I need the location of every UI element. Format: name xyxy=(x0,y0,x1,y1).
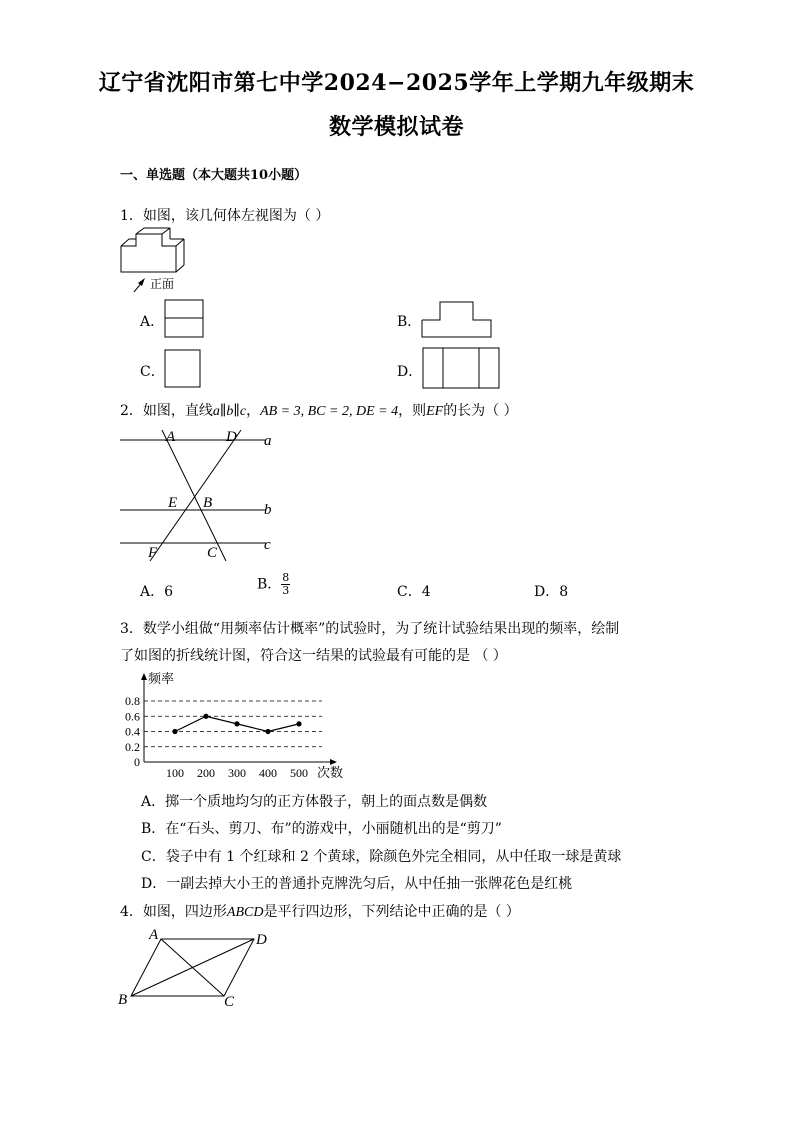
point-label-f: F xyxy=(148,545,158,561)
y-tick-label: 0.2 xyxy=(125,739,140,754)
q2-parallel-lines-figure xyxy=(116,424,286,564)
y-tick-label: 0.8 xyxy=(125,694,140,708)
point-label-a: A xyxy=(166,429,176,445)
q3-option-c: C．袋子中有 1 个红球和 2 个黄球，除颜色外完全相同，从中任取一球是黄球 xyxy=(141,849,622,865)
x-tick-label: 400 xyxy=(259,766,277,780)
point-label-d: D xyxy=(256,932,267,948)
q1-option-b-figure xyxy=(420,300,494,339)
x-tick-label: 100 xyxy=(166,766,184,780)
data-point xyxy=(203,714,208,719)
q1-option-c-figure xyxy=(164,349,202,389)
question-2-text: 2．如图，直线a∥b∥c，AB = 3, BC = 2, DE = 4，则EF的长为（ ） xyxy=(120,403,518,419)
q4-parallelogram-figure xyxy=(114,924,274,1010)
question-3-line2: 了如图的折线统计图，符合这一结果的试验最有可能的是 （ ） xyxy=(120,648,507,664)
frequency-line-chart xyxy=(116,670,366,782)
point-label-c: C xyxy=(207,545,218,561)
q1-option-a: A． xyxy=(140,314,165,330)
front-view-label: 正面 xyxy=(150,277,175,291)
question-1-text: 1．如图，该几何体左视图为（ ） xyxy=(120,208,330,224)
q2-option-b: B． $\frac{8}{3}$ xyxy=(257,571,290,597)
line-label-c: c xyxy=(264,537,271,553)
q2-option-a: A．6 xyxy=(140,584,174,600)
arrow-head-icon xyxy=(138,278,145,286)
q1-option-c: C． xyxy=(140,364,165,380)
question-4-text: 4．如图，四边形ABCD是平行四边形，下列结论中正确的是（ ） xyxy=(120,904,520,920)
exam-title-line2: 数学模拟试卷 xyxy=(328,114,464,140)
line-label-b: b xyxy=(264,502,272,518)
y-axis-arrow-icon xyxy=(141,673,147,680)
y-tick-label: 0.6 xyxy=(125,709,140,724)
y-tick-labels xyxy=(125,694,140,769)
x-axis-label: 次数 xyxy=(317,765,344,780)
data-point xyxy=(265,729,270,734)
data-point xyxy=(234,721,239,726)
q3-option-d: D．一副去掉大小王的普通扑克牌洗匀后，从中任抽一张牌花色是红桃 xyxy=(141,876,573,892)
y-axis-label: 频率 xyxy=(148,671,175,686)
x-tick-labels xyxy=(166,766,308,780)
q1-solid-figure xyxy=(114,226,194,292)
q3-option-b: B．在“石头、剪刀、布”的游戏中，小丽随机出的是“剪刀” xyxy=(141,821,502,837)
point-label-e: E xyxy=(168,495,178,511)
y-tick-label: 0 xyxy=(134,755,140,769)
point-label-b: B xyxy=(118,992,128,1008)
q3-option-a: A．掷一个质地均匀的正方体骰子，朝上的面点数是偶数 xyxy=(141,794,488,810)
section-heading: 一、单选题（本大题共10小题） xyxy=(120,168,308,183)
question-3-line1: 3．数学小组做“用频率估计概率”的试验时，为了统计试验结果出现的频率，绘制 xyxy=(120,621,620,637)
exam-title-line1: 辽宁省沈阳市第七中学2024−2025学年上学期九年级期末 xyxy=(98,70,695,96)
point-label-a: A xyxy=(149,927,159,943)
x-tick-label: 200 xyxy=(197,766,215,780)
q1-option-a-figure xyxy=(164,299,205,339)
point-label-d: D xyxy=(226,429,237,445)
point-label-c: C xyxy=(224,994,235,1010)
q1-option-d-figure xyxy=(421,347,501,390)
point-label-b: B xyxy=(203,495,213,511)
y-tick-label: 0.4 xyxy=(125,724,140,739)
q2-option-c: C．4 xyxy=(397,584,431,600)
data-point xyxy=(296,721,301,726)
q2-option-d: D．8 xyxy=(534,584,569,600)
chart-grid xyxy=(144,701,322,747)
q1-option-b: B． xyxy=(397,314,422,330)
data-point xyxy=(172,729,177,734)
x-tick-label: 300 xyxy=(228,766,246,780)
fraction: $\frac{8}{3}$ xyxy=(282,571,290,597)
q1-option-d: D． xyxy=(397,364,423,380)
line-label-a: a xyxy=(264,433,272,449)
x-tick-label: 500 xyxy=(290,766,308,780)
